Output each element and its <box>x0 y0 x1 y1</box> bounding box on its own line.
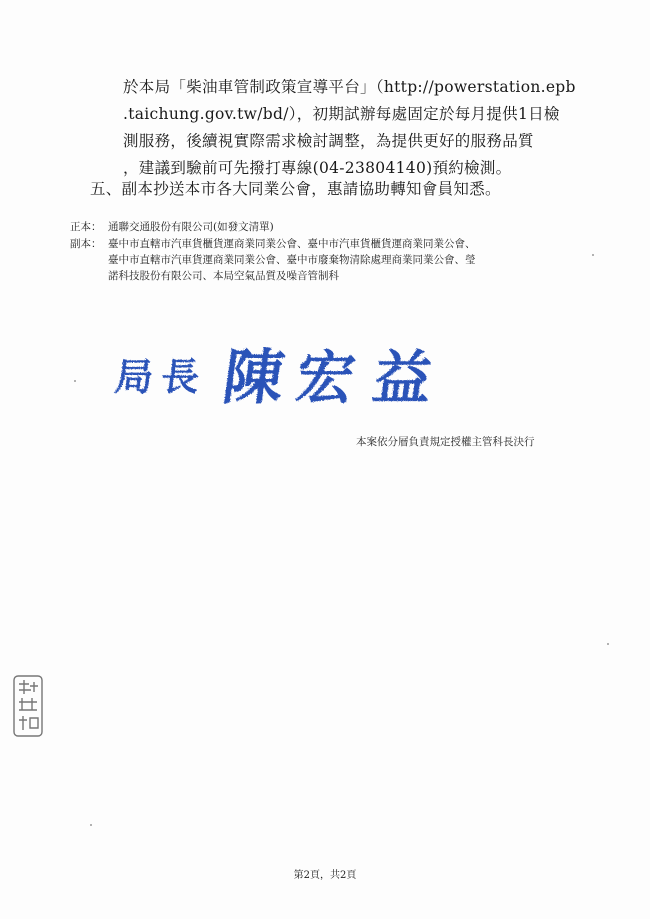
margin-stamp <box>10 672 46 740</box>
distribution-copy <box>70 236 476 284</box>
distribution-main-label: 正本： <box>70 221 102 233</box>
distribution-copy-line: 臺中市直轄市汽車貨櫃貨運商業同業公會、臺中市汽車貨櫃貨運商業同業公會、 <box>108 238 476 250</box>
distribution-main <box>70 219 274 235</box>
distribution-copy-line: 諾科技股份有限公司、本局空氣品質及噪音管制科 <box>108 270 339 282</box>
svg-text:宏: 宏 <box>291 343 360 412</box>
paragraph-line: 於本局「柴油車管制政策宣導平台」（http://powerstation.epb <box>123 78 576 96</box>
svg-text:長: 長 <box>158 354 202 399</box>
svg-text:陳: 陳 <box>218 342 289 413</box>
delegation-note: 本案依分層負責規定授權主管科長決行 <box>356 436 535 448</box>
paragraph-four-continuation <box>123 74 578 182</box>
item-five: 五、副本抄送本市各大同業公會，惠請協助轉知會員知悉。 <box>90 180 501 198</box>
paragraph-line: ，建議到驗前可先撥打專線(04-23804140)預約檢測。 <box>123 159 512 177</box>
paragraph-line: .taichung.gov.tw/bd/），初期試辦每處固定於每月提供1日檢 <box>123 105 560 123</box>
svg-text:局: 局 <box>112 354 156 399</box>
signature-seal <box>112 332 468 413</box>
scan-speck <box>90 824 92 826</box>
distribution-copy-label: 副本： <box>70 238 102 250</box>
page-indicator: 第2頁，共2頁 <box>293 870 357 881</box>
paragraph-line: 測服務，後續視實際需求檢討調整，為提供更好的服務品質 <box>123 132 534 150</box>
svg-text:益: 益 <box>368 343 437 412</box>
scan-speck <box>607 643 609 645</box>
distribution-main-text: 通聯交通股份有限公司(如發文清單) <box>108 221 274 233</box>
scan-speck <box>592 254 594 256</box>
scan-speck <box>74 380 76 382</box>
distribution-copy-line: 臺中市直轄市汽車貨運商業同業公會、臺中市廢棄物清除處理商業同業公會、瑩 <box>108 254 476 266</box>
